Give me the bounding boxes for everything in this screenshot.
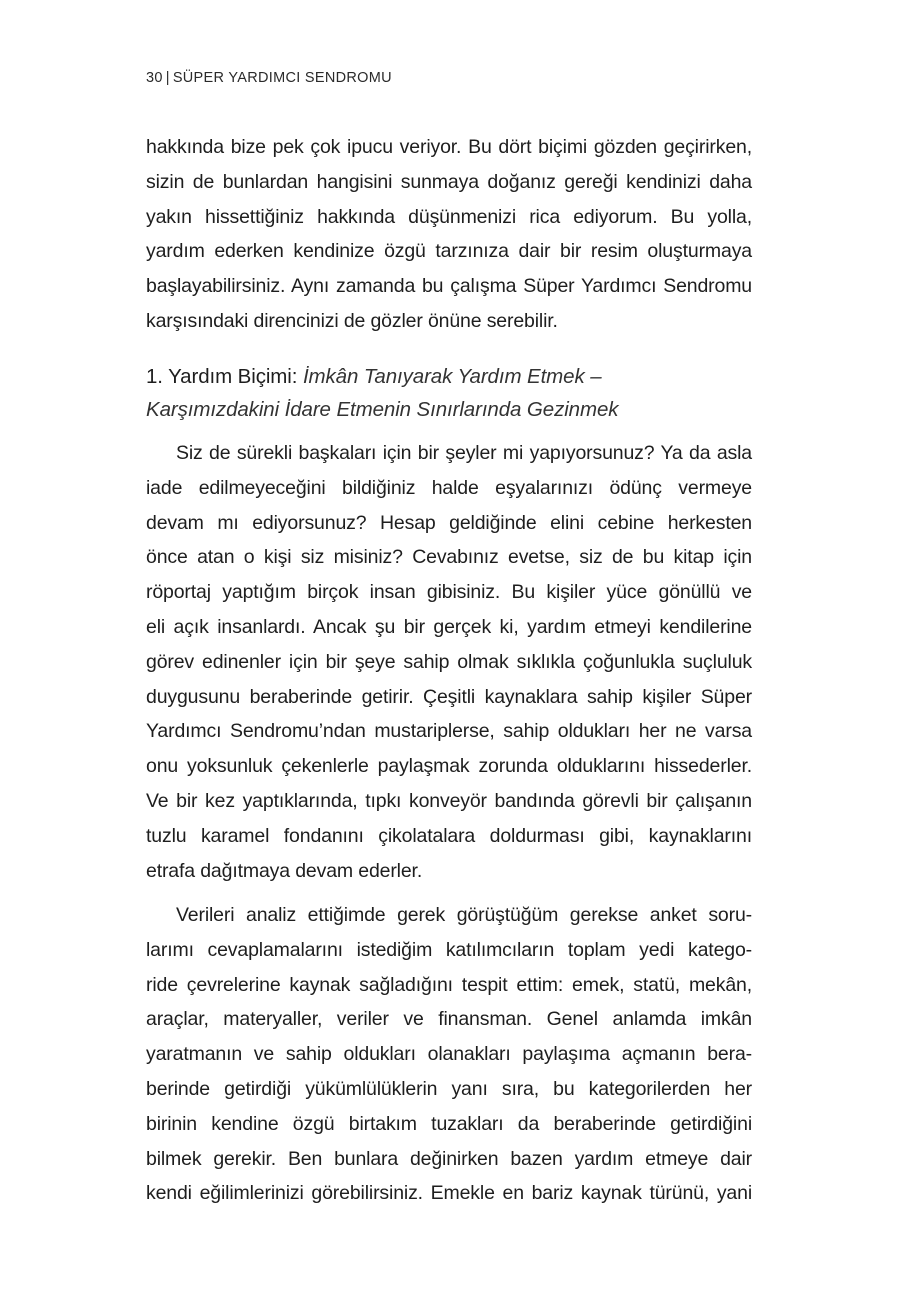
text-line: birinin kendine özgü birtakım tuzakları da beraberinde getirdiğini	[146, 1112, 752, 1135]
text-line: onu yoksunluk çekenlerle paylaşmak zorunda olduklarını hissederler.	[146, 755, 752, 778]
text-line: yardım ederken kendinize özgü tarzınıza dair bir resim oluşturmaya	[146, 240, 752, 263]
text-line: Ve bir kez yaptıklarında, tıpkı konveyör bandında görevli bir çalışanın	[146, 789, 752, 812]
paragraph-3	[146, 898, 752, 1211]
running-header	[146, 70, 392, 86]
text-line: araçlar, materyaller, veriler ve finansman. Genel anlamda imkân	[146, 1008, 752, 1031]
book-title: SÜPER YARDIMCI SENDROMU	[172, 70, 392, 86]
paragraph-1	[146, 130, 752, 339]
text-line: ride çevrelerine kaynak sağladığını tespit ettim: emek, statü, mekân,	[146, 973, 752, 996]
text-line: berinde getirdiği yükümlülüklerin yanı sıra, bu kategorilerden her	[146, 1077, 752, 1100]
section-heading-line-2	[146, 393, 752, 426]
text-line: larımı cevaplamalarını istediğim katılımcıların toplam yedi katego-	[146, 938, 752, 961]
text-line: tuzlu karamel fondanını çikolatalara doldurması gibi, kaynaklarını	[146, 824, 752, 847]
text-line: görev edinenler için bir şeye sahip olmak sıklıkla çoğunlukla suçluluk	[146, 650, 752, 673]
text-line: duygusunu beraberinde getirir. Çeşitli kaynaklara sahip kişiler Süper	[146, 685, 752, 708]
section-heading-subtitle-2: Karşımızdakini İdare Etmenin Sınırlarında Gezinmek	[146, 398, 619, 421]
section-heading-subtitle-1: İmkân Tanıyarak Yardım Etmek –	[302, 365, 602, 388]
text-line: başlayabilirsiniz. Aynı zamanda bu çalışma Süper Yardımcı Sendromu	[146, 275, 752, 298]
text-line: devam mı ediyorsunuz? Hesap geldiğinde elini cebine herkesten	[146, 511, 752, 534]
text-line: etrafa dağıtmaya devam ederler.	[146, 859, 423, 882]
text-line: hakkında bize pek çok ipucu veriyor. Bu dört biçimi gözden geçirirken,	[146, 136, 752, 158]
paragraph-2	[146, 436, 752, 888]
text-line: iade edilmeyeceğini bildiğiniz halde eşyalarınızı ödünç vermeye	[146, 476, 752, 499]
section-heading-label: 1. Yardım Biçimi:	[146, 365, 298, 388]
text-line: röportaj yaptığım birçok insan gibisiniz. Bu kişiler yüce gönüllü ve	[146, 581, 752, 604]
text-line: bilmek gerekir. Ben bunlara değinirken bazen yardım etmeye dair	[146, 1147, 752, 1170]
text-line: Siz de sürekli başkaları için bir şeyler mi yapıyorsunuz? Ya da asla	[176, 442, 752, 464]
text-line: Yardımcı Sendromu’ndan mustariplerse, sahip oldukları her ne varsa	[146, 720, 752, 743]
section-heading	[146, 360, 752, 426]
header-separator: |	[165, 70, 170, 86]
text-line: Verileri analiz ettiğimde gerek görüştüğüm gerekse anket soru-	[176, 904, 752, 926]
text-line: yaratmanın ve sahip oldukları olanakları paylaşıma açmanın bera-	[146, 1043, 752, 1066]
text-line: eli açık insanlardı. Ancak şu bir gerçek ki, yardım etmeyi kendilerine	[146, 615, 752, 638]
text-line: sizin de bunlardan hangisini sunmaya doğanız gereği kendinizi daha	[146, 170, 752, 193]
text-line: karşısındaki direncinizi de gözler önüne serebilir.	[146, 309, 558, 332]
section-heading-line-1	[146, 360, 752, 393]
page-number: 30	[146, 70, 163, 86]
text-line: önce atan o kişi siz misiniz? Cevabınız evetse, siz de bu kitap için	[146, 546, 752, 569]
text-line: kendi eğilimlerinizi görebilirsiniz. Emekle en bariz kaynak türünü, yani	[146, 1182, 752, 1205]
text-line: yakın hissettiğiniz hakkında düşünmenizi rica ediyorum. Bu yolla,	[146, 205, 752, 228]
